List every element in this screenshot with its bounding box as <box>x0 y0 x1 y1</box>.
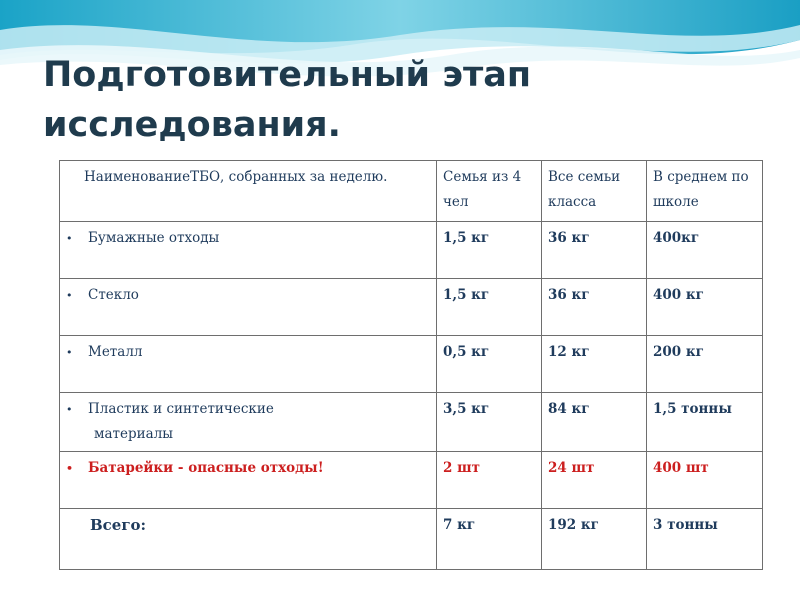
row-family: 1,5 кг <box>437 279 542 336</box>
bullet-icon: • <box>66 462 74 475</box>
header-waste-name: НаименованиеТБО, собранных за неделю. <box>60 161 437 222</box>
row-school: 400 кг <box>647 279 763 336</box>
row-name-cell <box>60 222 437 279</box>
table-header-row <box>60 161 763 222</box>
row-name-cell <box>60 452 437 509</box>
header-class: Все семьи класса <box>542 161 647 222</box>
bullet-icon: • <box>66 289 73 302</box>
total-label: Всего: <box>60 509 437 570</box>
row-school: 200 кг <box>647 336 763 393</box>
row-school: 1,5 тонны <box>647 393 763 452</box>
row-name-cell <box>60 336 437 393</box>
row-name-cell <box>60 279 437 336</box>
row-class: 12 кг <box>542 336 647 393</box>
table-row-hazardous <box>60 452 763 509</box>
slide-title-line-2: исследования. <box>43 105 341 145</box>
bullet-icon: • <box>66 403 73 416</box>
row-school: 400кг <box>647 222 763 279</box>
waste-table <box>59 160 763 570</box>
row-name: Стекло <box>88 287 139 303</box>
row-class: 36 кг <box>542 279 647 336</box>
row-name: Батарейки - опасные отходы! <box>88 460 324 476</box>
total-class: 192 кг <box>542 509 647 570</box>
row-name: Бумажные отходы <box>88 230 220 246</box>
slide-title-line-1: Подготовительный этап <box>43 55 532 95</box>
row-family: 3,5 кг <box>437 393 542 452</box>
row-family: 2 шт <box>437 452 542 509</box>
row-name-line-1: Пластик и синтетические <box>88 401 274 417</box>
total-family: 7 кг <box>437 509 542 570</box>
slide-title <box>43 50 743 150</box>
table-row <box>60 279 763 336</box>
bullet-icon: • <box>66 232 73 245</box>
table-total-row <box>60 509 763 570</box>
row-class: 36 кг <box>542 222 647 279</box>
row-name-cell <box>60 393 437 452</box>
row-family: 0,5 кг <box>437 336 542 393</box>
row-name-line-2: материалы <box>94 426 174 442</box>
table-row <box>60 393 763 452</box>
header-school: В среднем по школе <box>647 161 763 222</box>
row-family: 1,5 кг <box>437 222 542 279</box>
bullet-icon: • <box>66 346 73 359</box>
row-class: 84 кг <box>542 393 647 452</box>
row-class: 24 шт <box>542 452 647 509</box>
row-school: 400 шт <box>647 452 763 509</box>
table-row <box>60 222 763 279</box>
table-row <box>60 336 763 393</box>
row-name: Металл <box>88 344 143 360</box>
header-family: Семья из 4 чел <box>437 161 542 222</box>
total-school: 3 тонны <box>647 509 763 570</box>
